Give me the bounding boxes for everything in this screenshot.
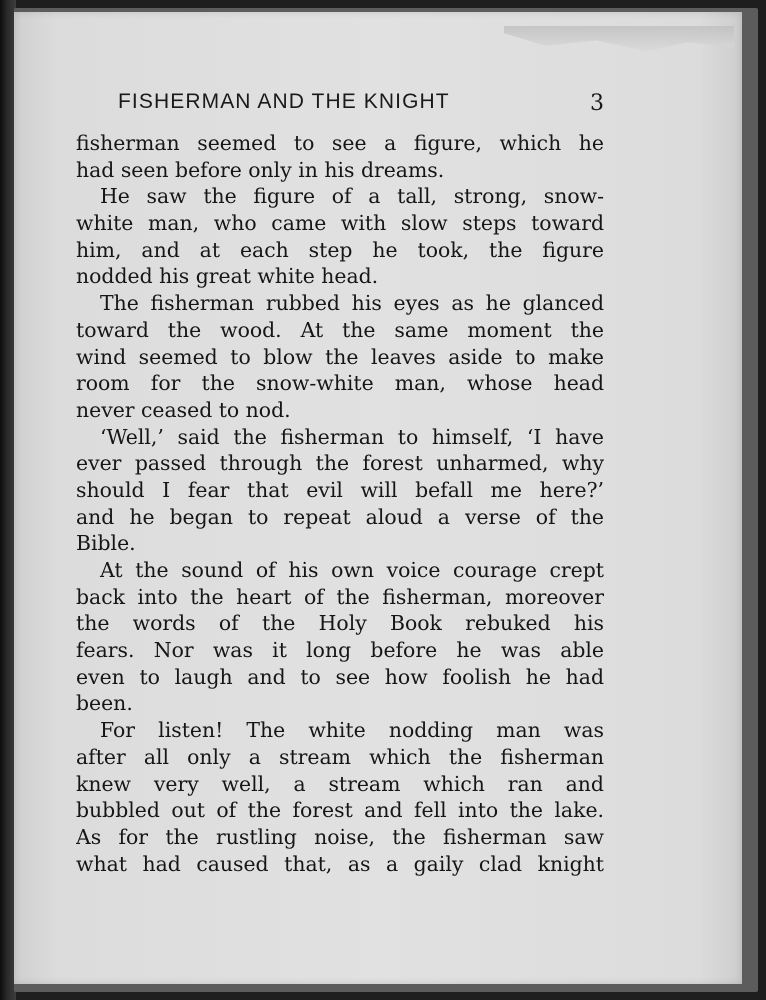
text-line: nodded his great white head. <box>76 264 379 289</box>
text-line: fears. Nor was it long before he was able <box>76 638 604 663</box>
running-head: FISHERMAN AND THE KNIGHT <box>118 90 450 113</box>
text-line: him, and at each step he took, the figure <box>76 237 604 262</box>
text-line: bubbled out of the forest and fell into the lake. <box>76 798 604 823</box>
text-line: after all only a stream which the fisherman <box>76 744 604 769</box>
text-line: He saw the figure of a tall, strong, snow- <box>100 184 604 209</box>
text-line: had seen before only in his dreams. <box>76 157 445 182</box>
page-number: 3 <box>590 91 604 116</box>
text-line: should I fear that evil will befall me here?’ <box>76 477 604 502</box>
text-line: been. <box>76 691 133 716</box>
text-line: toward the wood. At the same moment the <box>76 317 604 342</box>
text-line: never ceased to nod. <box>76 397 291 422</box>
text-line: room for the snow-white man, whose head <box>76 371 604 396</box>
text-line: back into the heart of the fisherman, moreover <box>76 584 604 609</box>
text-line: even to laugh and to see how foolish he had <box>76 664 604 689</box>
text-line: fisherman seemed to see a figure, which he <box>76 131 604 155</box>
text-line: wind seemed to blow the leaves aside to make <box>76 344 604 369</box>
text-line: Bible. <box>76 531 136 556</box>
text-line: As for the rustling noise, the fisherman saw <box>76 824 604 849</box>
text-line: knew very well, a stream which ran and <box>76 771 604 796</box>
text-line: At the sound of his own voice courage crept <box>100 558 604 582</box>
page-top-edge-wear <box>504 26 734 62</box>
body-text <box>76 130 604 877</box>
text-line: For listen! The white nodding man was <box>100 718 604 743</box>
text-line: ever passed through the forest unharmed, why <box>76 451 604 476</box>
page-header <box>118 90 604 120</box>
text-line: what had caused that, as a gaily clad knight <box>76 851 604 876</box>
text-line: and he began to repeat aloud a verse of the <box>76 504 604 529</box>
text-line: The fisherman rubbed his eyes as he glanced <box>100 291 604 316</box>
text-line: the words of the Holy Book rebuked his <box>76 611 604 636</box>
text-line: ‘Well,’ said the fisherman to himself, ‘I have <box>100 424 604 449</box>
text-line: white man, who came with slow steps toward <box>76 211 604 236</box>
